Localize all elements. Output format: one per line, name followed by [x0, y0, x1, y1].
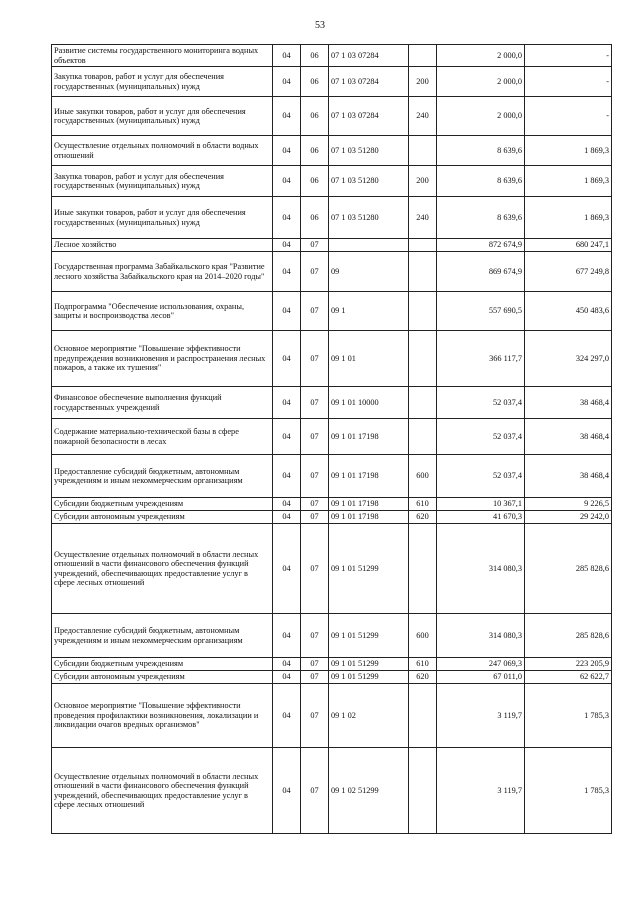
row-section-code: 04	[273, 331, 301, 387]
row-subsection-code: 07	[301, 292, 329, 331]
row-section-code: 04	[273, 748, 301, 834]
table-row	[52, 684, 612, 748]
row-name: Подпрограмма "Обеспечение использования, охраны, защиты и воспроизводства лесов"	[52, 292, 273, 331]
row-expense-type	[409, 252, 437, 292]
row-amount-actual: 38 468,4	[525, 455, 612, 498]
row-amount-plan: 2 000,0	[437, 45, 525, 67]
row-amount-actual: 38 468,4	[525, 419, 612, 455]
row-amount-plan: 8 639,6	[437, 166, 525, 197]
row-amount-actual: 677 249,8	[525, 252, 612, 292]
row-amount-plan: 52 037,4	[437, 455, 525, 498]
row-name: Содержание материально-технической базы в сфере пожарной безопасности в лесах	[52, 419, 273, 455]
row-subsection-code: 06	[301, 197, 329, 239]
row-name: Осуществление отдельных полномочий в области водных отношений	[52, 136, 273, 166]
row-subsection-code: 07	[301, 331, 329, 387]
row-target-article	[329, 239, 409, 252]
row-subsection-code: 07	[301, 748, 329, 834]
row-amount-actual: 38 468,4	[525, 387, 612, 419]
row-section-code: 04	[273, 136, 301, 166]
row-section-code: 04	[273, 387, 301, 419]
row-expense-type	[409, 524, 437, 614]
row-target-article: 09 1	[329, 292, 409, 331]
row-target-article: 09 1 01 51299	[329, 614, 409, 658]
row-amount-plan: 67 011,0	[437, 671, 525, 684]
row-name: Осуществление отдельных полномочий в области лесных отношений в части финансового обеспечения функций учреждений, обеспечивающих предоставление услуг в сфере лесных отношений	[52, 748, 273, 834]
row-target-article: 09 1 01 10000	[329, 387, 409, 419]
row-amount-actual: 1 785,3	[525, 684, 612, 748]
row-section-code: 04	[273, 45, 301, 67]
row-amount-plan: 41 670,3	[437, 511, 525, 524]
row-subsection-code: 06	[301, 45, 329, 67]
row-subsection-code: 07	[301, 252, 329, 292]
row-section-code: 04	[273, 97, 301, 136]
row-amount-actual: 285 828,6	[525, 614, 612, 658]
row-subsection-code: 06	[301, 166, 329, 197]
row-section-code: 04	[273, 671, 301, 684]
row-amount-actual: 9 226,5	[525, 498, 612, 511]
row-section-code: 04	[273, 524, 301, 614]
row-section-code: 04	[273, 239, 301, 252]
row-name: Закупка товаров, работ и услуг для обеспечения государственных (муниципальных) нужд	[52, 67, 273, 97]
row-amount-actual: -	[525, 67, 612, 97]
row-target-article: 07 1 03 51280	[329, 197, 409, 239]
row-name: Субсидии автономным учреждениям	[52, 671, 273, 684]
row-subsection-code: 07	[301, 419, 329, 455]
budget-table-body	[52, 45, 612, 834]
row-section-code: 04	[273, 614, 301, 658]
row-amount-plan: 8 639,6	[437, 136, 525, 166]
row-subsection-code: 07	[301, 684, 329, 748]
row-section-code: 04	[273, 498, 301, 511]
row-section-code: 04	[273, 684, 301, 748]
row-target-article: 07 1 03 51280	[329, 136, 409, 166]
row-target-article: 07 1 03 07284	[329, 97, 409, 136]
row-amount-actual: -	[525, 97, 612, 136]
table-row	[52, 67, 612, 97]
table-row	[52, 387, 612, 419]
row-amount-plan: 869 674,9	[437, 252, 525, 292]
row-expense-type: 240	[409, 97, 437, 136]
table-row	[52, 166, 612, 197]
row-section-code: 04	[273, 455, 301, 498]
table-row	[52, 292, 612, 331]
row-amount-actual: 450 483,6	[525, 292, 612, 331]
row-target-article: 09 1 01 17198	[329, 511, 409, 524]
row-amount-actual: 324 297,0	[525, 331, 612, 387]
row-subsection-code: 07	[301, 511, 329, 524]
row-amount-plan: 10 367,1	[437, 498, 525, 511]
table-row	[52, 97, 612, 136]
row-expense-type: 600	[409, 614, 437, 658]
row-expense-type	[409, 331, 437, 387]
table-row	[52, 498, 612, 511]
row-target-article: 09 1 01	[329, 331, 409, 387]
row-target-article: 07 1 03 51280	[329, 166, 409, 197]
row-amount-actual: 1 869,3	[525, 197, 612, 239]
row-expense-type	[409, 292, 437, 331]
row-expense-type	[409, 136, 437, 166]
row-amount-actual: 62 622,7	[525, 671, 612, 684]
row-name: Субсидии бюджетным учреждениям	[52, 498, 273, 511]
row-amount-plan: 314 080,3	[437, 524, 525, 614]
row-amount-plan: 52 037,4	[437, 387, 525, 419]
row-section-code: 04	[273, 166, 301, 197]
row-target-article: 09 1 01 51299	[329, 524, 409, 614]
table-row	[52, 239, 612, 252]
row-section-code: 04	[273, 658, 301, 671]
row-amount-plan: 2 000,0	[437, 97, 525, 136]
row-amount-plan: 557 690,5	[437, 292, 525, 331]
row-subsection-code: 06	[301, 97, 329, 136]
row-name: Государственная программа Забайкальского края "Развитие лесного хозяйства Забайкальского края на 2014–2020 годы"	[52, 252, 273, 292]
row-section-code: 04	[273, 252, 301, 292]
row-target-article: 09 1 02 51299	[329, 748, 409, 834]
row-subsection-code: 07	[301, 498, 329, 511]
row-expense-type	[409, 239, 437, 252]
row-expense-type: 240	[409, 197, 437, 239]
row-expense-type: 200	[409, 166, 437, 197]
row-amount-actual: 1 785,3	[525, 748, 612, 834]
row-expense-type	[409, 748, 437, 834]
row-amount-plan: 872 674,9	[437, 239, 525, 252]
row-name: Основное мероприятие "Повышение эффективности проведения профилактики возникновения, локализации и ликвидации очагов вредных организмов"	[52, 684, 273, 748]
row-subsection-code: 07	[301, 658, 329, 671]
row-name: Предоставление субсидий бюджетным, автономным учреждениям и иным некоммерческим организациям	[52, 455, 273, 498]
row-expense-type	[409, 684, 437, 748]
row-expense-type: 620	[409, 511, 437, 524]
row-section-code: 04	[273, 511, 301, 524]
table-row	[52, 331, 612, 387]
row-name: Осуществление отдельных полномочий в области лесных отношений в части финансового обеспечения функций учреждений, обеспечивающих предоставление услуг в сфере лесных отношений	[52, 524, 273, 614]
table-row	[52, 197, 612, 239]
table-row	[52, 419, 612, 455]
row-amount-actual: -	[525, 45, 612, 67]
row-target-article: 09 1 01 17198	[329, 455, 409, 498]
page-number: 53	[315, 20, 325, 31]
row-amount-plan: 247 069,3	[437, 658, 525, 671]
row-amount-actual: 285 828,6	[525, 524, 612, 614]
row-target-article: 09 1 01 17198	[329, 419, 409, 455]
row-amount-plan: 2 000,0	[437, 67, 525, 97]
row-expense-type: 620	[409, 671, 437, 684]
row-expense-type: 600	[409, 455, 437, 498]
row-target-article: 07 1 03 07284	[329, 67, 409, 97]
row-subsection-code: 07	[301, 455, 329, 498]
row-target-article: 09	[329, 252, 409, 292]
row-amount-plan: 366 117,7	[437, 331, 525, 387]
row-target-article: 09 1 01 51299	[329, 658, 409, 671]
row-amount-actual: 29 242,0	[525, 511, 612, 524]
row-target-article: 09 1 01 51299	[329, 671, 409, 684]
table-row	[52, 45, 612, 67]
row-subsection-code: 07	[301, 239, 329, 252]
row-target-article: 07 1 03 07284	[329, 45, 409, 67]
row-amount-plan: 3 119,7	[437, 748, 525, 834]
row-amount-plan: 52 037,4	[437, 419, 525, 455]
row-amount-actual: 223 205,9	[525, 658, 612, 671]
row-expense-type: 610	[409, 658, 437, 671]
row-subsection-code: 07	[301, 614, 329, 658]
row-target-article: 09 1 01 17198	[329, 498, 409, 511]
row-target-article: 09 1 02	[329, 684, 409, 748]
row-subsection-code: 06	[301, 136, 329, 166]
row-name: Иные закупки товаров, работ и услуг для обеспечения государственных (муниципальных) нужд	[52, 197, 273, 239]
row-expense-type	[409, 387, 437, 419]
row-subsection-code: 06	[301, 67, 329, 97]
row-name: Развитие системы государственного мониторинга водных объектов	[52, 45, 273, 67]
table-row	[52, 455, 612, 498]
row-name: Закупка товаров, работ и услуг для обеспечения государственных (муниципальных) нужд	[52, 166, 273, 197]
table-row	[52, 136, 612, 166]
budget-table	[51, 44, 612, 834]
row-expense-type	[409, 419, 437, 455]
row-name: Финансовое обеспечение выполнения функций государственных учреждений	[52, 387, 273, 419]
row-amount-actual: 680 247,1	[525, 239, 612, 252]
table-row	[52, 511, 612, 524]
row-amount-actual: 1 869,3	[525, 136, 612, 166]
row-expense-type: 610	[409, 498, 437, 511]
table-row	[52, 748, 612, 834]
row-section-code: 04	[273, 419, 301, 455]
row-name: Предоставление субсидий бюджетным, автономным учреждениям и иным некоммерческим организациям	[52, 614, 273, 658]
row-expense-type	[409, 45, 437, 67]
row-section-code: 04	[273, 197, 301, 239]
table-row	[52, 252, 612, 292]
row-amount-plan: 8 639,6	[437, 197, 525, 239]
row-name: Иные закупки товаров, работ и услуг для обеспечения государственных (муниципальных) нужд	[52, 97, 273, 136]
table-row	[52, 614, 612, 658]
table-row	[52, 658, 612, 671]
row-amount-plan: 314 080,3	[437, 614, 525, 658]
row-subsection-code: 07	[301, 387, 329, 419]
row-name: Субсидии автономным учреждениям	[52, 511, 273, 524]
row-expense-type: 200	[409, 67, 437, 97]
row-name: Основное мероприятие "Повышение эффективности предупреждения возникновения и распространения лесных пожаров, а также их тушения"	[52, 331, 273, 387]
row-subsection-code: 07	[301, 671, 329, 684]
row-section-code: 04	[273, 292, 301, 331]
row-subsection-code: 07	[301, 524, 329, 614]
table-row	[52, 524, 612, 614]
row-amount-plan: 3 119,7	[437, 684, 525, 748]
row-amount-actual: 1 869,3	[525, 166, 612, 197]
row-name: Субсидии бюджетным учреждениям	[52, 658, 273, 671]
table-row	[52, 671, 612, 684]
row-section-code: 04	[273, 67, 301, 97]
row-name: Лесное хозяйство	[52, 239, 273, 252]
